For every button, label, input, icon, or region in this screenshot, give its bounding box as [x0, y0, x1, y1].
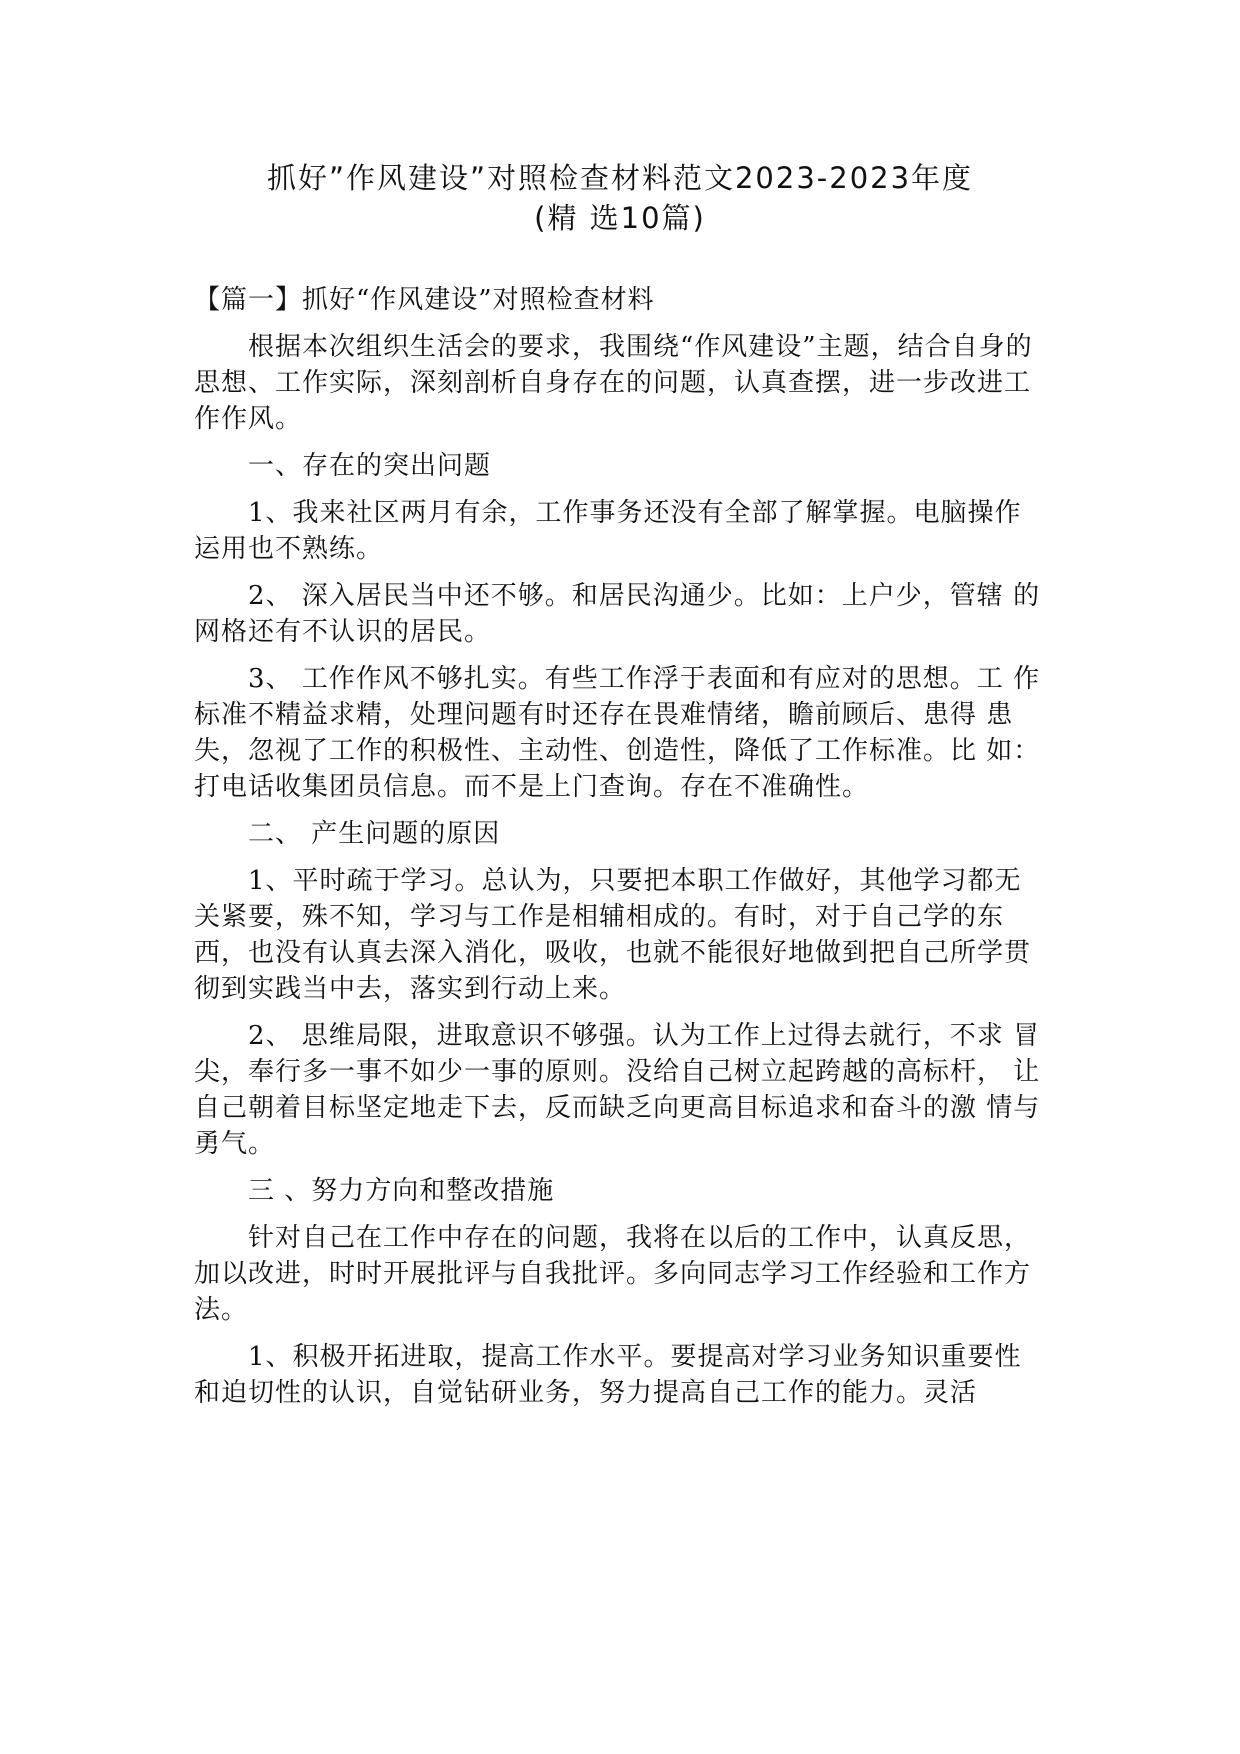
- paragraph-measures-intro: 针对自己在工作中存在的问题，我将在以后的工作中，认真反思，加以改进，时时开展批评与自我批评。多向同志学习工作经验和工作方法。: [194, 1223, 1032, 1325]
- heading-causes: 二、 产生问题的原因: [248, 819, 501, 849]
- heading-measures: 三 、努力方向和整改措施: [248, 1176, 555, 1206]
- paragraph-problem-2: 2、 深入居民当中还不够。和居民沟通少。比如：上户少，管辖 的网格还有不认识的居民。: [194, 581, 1041, 647]
- paragraph-intro: 根据本次组织生活会的要求，我围绕“作风建设”主题，结合自身的思想、工作实际，深刻剖析自身存在的问题，认真查摆，进一步改进工作作风。: [194, 332, 1033, 434]
- heading-problems: 一、存在的突出问题: [248, 451, 492, 481]
- paragraph-problem-1: 1、我来社区两月有余，工作事务还没有全部了解掌握。电脑操作运用也不熟练。: [194, 498, 1022, 564]
- paragraph-cause-2: 2、 思维局限，进取意识不够强。认为工作上过得去就行，不求 冒尖，奉行多一事不如少一事的原则。没给自己树立起跨越的高标杆， 让自己朝着目标坚定地走下去，反而缺乏向更高目标追求和奋斗的激 情与勇气。: [194, 1021, 1041, 1159]
- paragraph-measure-1: 1、积极开拓进取，提高工作水平。要提高对学习业务知识重要性和迫切性的认识，自觉钻研业务，努力提高自己工作的能力。灵活: [194, 1342, 1022, 1408]
- section-title: 【篇一】抓好“作风建设”对照检查材料: [194, 285, 655, 315]
- paragraph-cause-1: 1、平时疏于学习。总认为，只要把本职工作做好，其他学习都无关紧要，殊不知，学习与工作是相辅相成的。有时，对于自己学的东西，也没有认真去深入消化，吸收，也就不能很好地做到把自己所学贯彻到实践当中去，落实到行动上来。: [194, 866, 1032, 1004]
- document-subtitle: (精 选10篇): [534, 201, 706, 235]
- document-title: 抓好”作风建设”对照检查材料范文2023-2023年度: [266, 161, 974, 195]
- document-body: [194, 282, 1046, 1422]
- paragraph-problem-3: 3、 工作作风不够扎实。有些工作浮于表面和有应对的思想。工 作标准不精益求精，处理问题有时还存在畏难情绪，瞻前顾后、患得 患失，忽视了工作的积极性、主动性、创造性，降低了工作标准。比 如：打电话收集团员信息。而不是上门查询。存在不准确性。: [194, 664, 1041, 802]
